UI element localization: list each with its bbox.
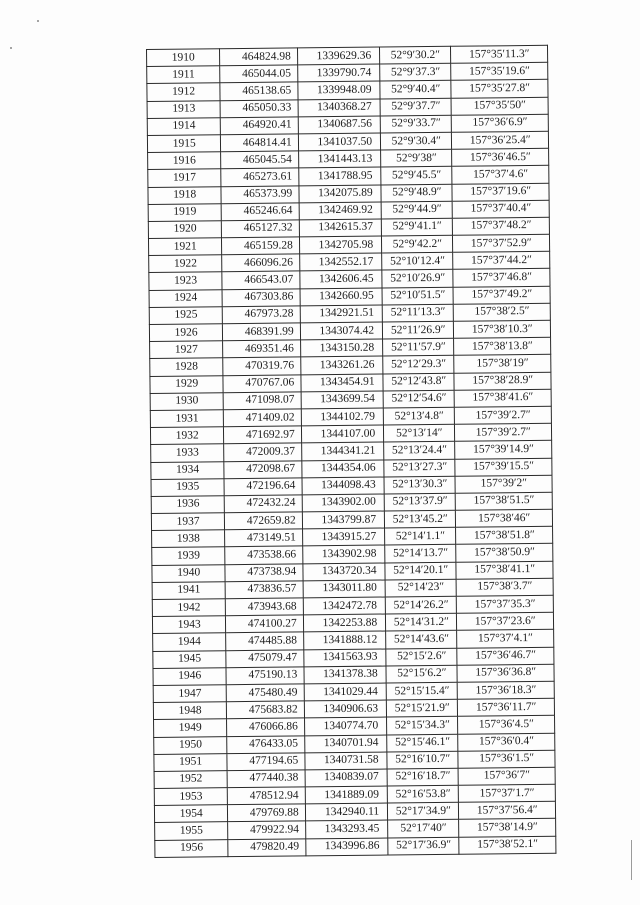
- point-number-cell: 1930: [150, 392, 224, 410]
- x-coordinate-cell: 473738.94: [225, 564, 303, 582]
- latitude-cell: 52°14′43.6″: [386, 631, 458, 649]
- point-number-cell: 1933: [151, 444, 225, 462]
- longitude-cell: 157°36′4.5″: [458, 716, 555, 734]
- coordinates-table-container: [146, 45, 556, 858]
- x-coordinate-cell: 465044.05: [220, 65, 298, 83]
- x-coordinate-cell: 465273.61: [221, 168, 299, 186]
- point-number-cell: 1913: [147, 100, 221, 118]
- longitude-cell: 157°35′11.3″: [451, 45, 548, 63]
- y-coordinate-cell: 1342940.11: [305, 803, 388, 821]
- x-coordinate-cell: 473149.51: [225, 529, 303, 547]
- longitude-cell: 157°39′15.5″: [455, 458, 552, 476]
- longitude-cell: 157°37′52.9″: [453, 234, 550, 252]
- y-coordinate-cell: 1341889.09: [305, 786, 388, 804]
- y-coordinate-cell: 1343011.80: [303, 580, 386, 598]
- longitude-cell: 157°37′19.6″: [452, 183, 549, 201]
- x-coordinate-cell: 475079.47: [226, 649, 304, 667]
- x-coordinate-cell: 471409.02: [224, 409, 302, 427]
- longitude-cell: 157°35′27.8″: [451, 80, 548, 98]
- coordinates-table: [146, 45, 556, 858]
- point-number-cell: 1946: [153, 667, 227, 685]
- y-coordinate-cell: 1343261.26: [300, 356, 383, 374]
- point-number-cell: 1918: [148, 186, 222, 204]
- longitude-cell: 157°37′46.8″: [453, 269, 550, 287]
- longitude-cell: 157°38′2.5″: [454, 303, 551, 321]
- longitude-cell: 157°36′25.4″: [452, 131, 549, 149]
- point-number-cell: 1915: [147, 135, 221, 153]
- latitude-cell: 52°12′54.6″: [383, 390, 455, 408]
- y-coordinate-cell: 1344354.06: [302, 460, 385, 478]
- y-coordinate-cell: 1341888.12: [303, 631, 386, 649]
- latitude-cell: 52°9′37.3″: [380, 63, 452, 81]
- longitude-cell: 157°37′4.1″: [457, 630, 554, 648]
- y-coordinate-cell: 1339790.74: [297, 64, 380, 82]
- point-number-cell: 1924: [149, 289, 223, 307]
- latitude-cell: 52°17′34.9″: [388, 803, 460, 821]
- y-coordinate-cell: 1341029.44: [304, 683, 387, 701]
- point-number-cell: 1928: [150, 358, 224, 376]
- x-coordinate-cell: 464814.41: [221, 134, 299, 152]
- latitude-cell: 52°9′30.2″: [380, 46, 452, 64]
- x-coordinate-cell: 465159.28: [222, 237, 300, 255]
- coordinates-table-body: [147, 45, 556, 857]
- point-number-cell: 1919: [148, 203, 222, 221]
- x-coordinate-cell: 467303.86: [222, 289, 300, 307]
- longitude-cell: 157°39′2.7″: [455, 406, 552, 424]
- y-coordinate-cell: 1340774.70: [304, 717, 387, 735]
- scan-edge-mark: [631, 840, 632, 880]
- point-number-cell: 1954: [154, 805, 228, 823]
- latitude-cell: 52°15′46.1″: [387, 734, 459, 752]
- point-number-cell: 1944: [153, 633, 227, 651]
- latitude-cell: 52°9′40.4″: [380, 81, 452, 99]
- x-coordinate-cell: 466096.26: [222, 254, 300, 272]
- latitude-cell: 52°9′48.9″: [381, 184, 453, 202]
- longitude-cell: 157°35′19.6″: [451, 62, 548, 80]
- x-coordinate-cell: 470319.76: [223, 357, 301, 375]
- y-coordinate-cell: 1342606.45: [300, 270, 383, 288]
- point-number-cell: 1914: [147, 117, 221, 135]
- latitude-cell: 52°9′41.1″: [381, 218, 453, 236]
- latitude-cell: 52°9′30.4″: [381, 132, 453, 150]
- latitude-cell: 52°9′37.7″: [380, 98, 452, 116]
- x-coordinate-cell: 469351.46: [223, 340, 301, 358]
- x-coordinate-cell: 466543.07: [222, 271, 300, 289]
- x-coordinate-cell: 465138.65: [220, 82, 298, 100]
- point-number-cell: 1932: [150, 427, 224, 445]
- latitude-cell: 52°12′43.8″: [383, 373, 455, 391]
- latitude-cell: 52°14′31.2″: [386, 613, 458, 631]
- x-coordinate-cell: 470767.06: [223, 374, 301, 392]
- y-coordinate-cell: 1343074.42: [300, 322, 383, 340]
- latitude-cell: 52°15′21.9″: [386, 699, 458, 717]
- longitude-cell: 157°37′40.4″: [453, 200, 550, 218]
- longitude-cell: 157°38′10.3″: [454, 320, 551, 338]
- longitude-cell: 157°38′3.7″: [457, 578, 554, 596]
- longitude-cell: 157°36′6.9″: [452, 114, 549, 132]
- y-coordinate-cell: 1342472.78: [303, 597, 386, 615]
- x-coordinate-cell: 475480.49: [227, 684, 305, 702]
- point-number-cell: 1939: [152, 547, 226, 565]
- longitude-cell: 157°38′52.1″: [459, 836, 556, 854]
- x-coordinate-cell: 472659.82: [225, 512, 303, 530]
- x-coordinate-cell: 479820.49: [228, 838, 306, 856]
- longitude-cell: 157°38′41.1″: [456, 561, 553, 579]
- y-coordinate-cell: 1341788.95: [298, 167, 381, 185]
- point-number-cell: 1937: [151, 513, 225, 531]
- y-coordinate-cell: 1342660.95: [300, 288, 383, 306]
- point-number-cell: 1942: [152, 599, 226, 617]
- latitude-cell: 52°9′42.2″: [382, 235, 454, 253]
- point-number-cell: 1921: [148, 238, 222, 256]
- x-coordinate-cell: 474485.88: [226, 632, 304, 650]
- longitude-cell: 157°36′18.3″: [458, 681, 555, 699]
- x-coordinate-cell: 479769.88: [228, 804, 306, 822]
- x-coordinate-cell: 468391.99: [223, 323, 301, 341]
- longitude-cell: 157°36′1.5″: [458, 750, 555, 768]
- y-coordinate-cell: 1342921.51: [300, 305, 383, 323]
- point-number-cell: 1951: [154, 753, 228, 771]
- latitude-cell: 52°14′26.2″: [385, 596, 457, 614]
- y-coordinate-cell: 1340906.63: [304, 700, 387, 718]
- longitude-cell: 157°37′35.3″: [457, 595, 554, 613]
- latitude-cell: 52°13′4.8″: [383, 407, 455, 425]
- point-number-cell: 1940: [152, 564, 226, 582]
- point-number-cell: 1936: [151, 496, 225, 514]
- x-coordinate-cell: 467973.28: [223, 306, 301, 324]
- longitude-cell: 157°38′19″: [454, 355, 551, 373]
- x-coordinate-cell: 471098.07: [223, 392, 301, 410]
- longitude-cell: 157°36′0.4″: [458, 733, 555, 751]
- point-number-cell: 1943: [152, 616, 226, 634]
- x-coordinate-cell: 475190.13: [226, 667, 304, 685]
- y-coordinate-cell: 1343902.00: [302, 494, 385, 512]
- longitude-cell: 157°38′41.6″: [455, 389, 552, 407]
- y-coordinate-cell: 1340368.27: [298, 99, 381, 117]
- point-number-cell: 1947: [153, 685, 227, 703]
- longitude-cell: 157°37′56.4″: [459, 802, 556, 820]
- y-coordinate-cell: 1344341.21: [301, 442, 384, 460]
- x-coordinate-cell: 465127.32: [222, 220, 300, 238]
- scan-speck: [37, 20, 39, 22]
- longitude-cell: 157°39′2″: [455, 475, 552, 493]
- x-coordinate-cell: 479922.94: [228, 821, 306, 839]
- longitude-cell: 157°38′13.8″: [454, 337, 551, 355]
- y-coordinate-cell: 1341563.93: [304, 649, 387, 667]
- latitude-cell: 52°13′45.2″: [384, 510, 456, 528]
- point-number-cell: 1916: [148, 152, 222, 170]
- longitude-cell: 157°37′48.2″: [453, 217, 550, 235]
- latitude-cell: 52°13′30.3″: [384, 476, 456, 494]
- latitude-cell: 52°10′26.9″: [382, 270, 454, 288]
- latitude-cell: 52°16′18.7″: [387, 768, 459, 786]
- point-number-cell: 1956: [155, 839, 229, 857]
- longitude-cell: 157°39′2.7″: [455, 423, 552, 441]
- y-coordinate-cell: 1340839.07: [305, 769, 388, 787]
- latitude-cell: 52°9′33.7″: [380, 115, 452, 133]
- latitude-cell: 52°14′1.1″: [385, 528, 457, 546]
- scan-speck: [10, 47, 12, 49]
- longitude-cell: 157°36′36.8″: [457, 664, 554, 682]
- latitude-cell: 52°9′44.9″: [381, 201, 453, 219]
- longitude-cell: 157°38′51.5″: [456, 492, 553, 510]
- x-coordinate-cell: 464824.98: [220, 48, 298, 66]
- longitude-cell: 157°36′46.7″: [457, 647, 554, 665]
- y-coordinate-cell: 1342253.88: [303, 614, 386, 632]
- point-number-cell: 1926: [149, 324, 223, 342]
- latitude-cell: 52°17′40″: [388, 820, 460, 838]
- y-coordinate-cell: 1343454.91: [301, 374, 384, 392]
- y-coordinate-cell: 1341037.50: [298, 133, 381, 151]
- latitude-cell: 52°16′53.8″: [387, 785, 459, 803]
- longitude-cell: 157°38′51.8″: [456, 527, 553, 545]
- point-number-cell: 1938: [152, 530, 226, 548]
- longitude-cell: 157°37′49.2″: [453, 286, 550, 304]
- x-coordinate-cell: 472196.64: [224, 478, 302, 496]
- y-coordinate-cell: 1343996.86: [306, 838, 389, 856]
- x-coordinate-cell: 465050.33: [220, 99, 298, 117]
- latitude-cell: 52°13′24.4″: [384, 442, 456, 460]
- longitude-cell: 157°38′14.9″: [459, 819, 556, 837]
- latitude-cell: 52°13′27.3″: [384, 459, 456, 477]
- x-coordinate-cell: 476433.05: [227, 735, 305, 753]
- longitude-cell: 157°35′50″: [452, 97, 549, 115]
- x-coordinate-cell: 477194.65: [227, 753, 305, 771]
- y-coordinate-cell: 1343915.27: [302, 528, 385, 546]
- longitude-cell: 157°36′7″: [459, 767, 556, 785]
- x-coordinate-cell: 473836.57: [225, 581, 303, 599]
- latitude-cell: 52°15′15.4″: [386, 682, 458, 700]
- latitude-cell: 52°11′26.9″: [383, 321, 455, 339]
- x-coordinate-cell: 473943.68: [226, 598, 304, 616]
- latitude-cell: 52°12′29.3″: [383, 356, 455, 374]
- y-coordinate-cell: 1344098.43: [302, 477, 385, 495]
- y-coordinate-cell: 1343699.54: [301, 391, 384, 409]
- y-coordinate-cell: 1340701.94: [304, 735, 387, 753]
- point-number-cell: 1923: [149, 272, 223, 290]
- y-coordinate-cell: 1342615.37: [299, 219, 382, 237]
- point-number-cell: 1912: [147, 83, 221, 101]
- x-coordinate-cell: 475683.82: [227, 701, 305, 719]
- x-coordinate-cell: 472098.67: [224, 460, 302, 478]
- latitude-cell: 52°10′12.4″: [382, 253, 454, 271]
- y-coordinate-cell: 1343799.87: [302, 511, 385, 529]
- y-coordinate-cell: 1340687.56: [298, 116, 381, 134]
- point-number-cell: 1922: [149, 255, 223, 273]
- longitude-cell: 157°36′46.5″: [452, 148, 549, 166]
- longitude-cell: 157°39′14.9″: [455, 441, 552, 459]
- latitude-cell: 52°15′34.3″: [387, 717, 459, 735]
- point-number-cell: 1934: [151, 461, 225, 479]
- latitude-cell: 52°13′14″: [384, 424, 456, 442]
- y-coordinate-cell: 1344102.79: [301, 408, 384, 426]
- y-coordinate-cell: 1339948.09: [298, 81, 381, 99]
- point-number-cell: 1945: [153, 650, 227, 668]
- longitude-cell: 157°37′23.6″: [457, 612, 554, 630]
- latitude-cell: 52°14′23″: [385, 579, 457, 597]
- x-coordinate-cell: 476066.86: [227, 718, 305, 736]
- point-number-cell: 1910: [147, 49, 221, 67]
- y-coordinate-cell: 1342705.98: [299, 236, 382, 254]
- y-coordinate-cell: 1341378.38: [304, 666, 387, 684]
- latitude-cell: 52°15′6.2″: [386, 665, 458, 683]
- point-number-cell: 1948: [153, 702, 227, 720]
- longitude-cell: 157°36′11.7″: [458, 698, 555, 716]
- y-coordinate-cell: 1342469.92: [299, 202, 382, 220]
- point-number-cell: 1931: [150, 410, 224, 428]
- point-number-cell: 1953: [154, 788, 228, 806]
- x-coordinate-cell: 473538.66: [225, 546, 303, 564]
- point-number-cell: 1935: [151, 478, 225, 496]
- y-coordinate-cell: 1343293.45: [305, 820, 388, 838]
- latitude-cell: 52°11′57.9″: [383, 338, 455, 356]
- y-coordinate-cell: 1342075.89: [299, 185, 382, 203]
- latitude-cell: 52°9′45.5″: [381, 167, 453, 185]
- point-number-cell: 1955: [155, 822, 229, 840]
- x-coordinate-cell: 471692.97: [224, 426, 302, 444]
- point-number-cell: 1917: [148, 169, 222, 187]
- point-number-cell: 1941: [152, 582, 226, 600]
- point-number-cell: 1950: [154, 736, 228, 754]
- point-number-cell: 1911: [147, 66, 221, 84]
- latitude-cell: 52°11′13.3″: [382, 304, 454, 322]
- longitude-cell: 157°38′50.9″: [456, 544, 553, 562]
- latitude-cell: 52°10′51.5″: [382, 287, 454, 305]
- latitude-cell: 52°15′2.6″: [386, 648, 458, 666]
- latitude-cell: 52°13′37.9″: [384, 493, 456, 511]
- table-row: [155, 836, 556, 857]
- x-coordinate-cell: 472009.37: [224, 443, 302, 461]
- point-number-cell: 1925: [149, 307, 223, 325]
- y-coordinate-cell: 1344107.00: [301, 425, 384, 443]
- x-coordinate-cell: 465045.54: [221, 151, 299, 169]
- longitude-cell: 157°38′46″: [456, 509, 553, 527]
- longitude-cell: 157°37′1.7″: [459, 784, 556, 802]
- y-coordinate-cell: 1343902.98: [302, 545, 385, 563]
- x-coordinate-cell: 465246.64: [221, 203, 299, 221]
- x-coordinate-cell: 465373.99: [221, 185, 299, 203]
- latitude-cell: 52°9′38″: [381, 149, 453, 167]
- y-coordinate-cell: 1343720.34: [303, 563, 386, 581]
- y-coordinate-cell: 1343150.28: [300, 339, 383, 357]
- latitude-cell: 52°17′36.9″: [388, 837, 460, 855]
- point-number-cell: 1927: [150, 341, 224, 359]
- longitude-cell: 157°37′4.6″: [452, 166, 549, 184]
- point-number-cell: 1952: [154, 771, 228, 789]
- y-coordinate-cell: 1341443.13: [298, 150, 381, 168]
- longitude-cell: 157°38′28.9″: [454, 372, 551, 390]
- latitude-cell: 52°14′13.7″: [385, 545, 457, 563]
- x-coordinate-cell: 478512.94: [228, 787, 306, 805]
- y-coordinate-cell: 1340731.58: [305, 752, 388, 770]
- x-coordinate-cell: 464920.41: [221, 117, 299, 135]
- latitude-cell: 52°16′10.7″: [387, 751, 459, 769]
- point-number-cell: 1949: [154, 719, 228, 737]
- x-coordinate-cell: 477440.38: [227, 770, 305, 788]
- x-coordinate-cell: 472432.24: [225, 495, 303, 513]
- point-number-cell: 1920: [148, 221, 222, 239]
- y-coordinate-cell: 1339629.36: [297, 47, 380, 65]
- x-coordinate-cell: 474100.27: [226, 615, 304, 633]
- longitude-cell: 157°37′44.2″: [453, 252, 550, 270]
- y-coordinate-cell: 1342552.17: [299, 253, 382, 271]
- latitude-cell: 52°14′20.1″: [385, 562, 457, 580]
- point-number-cell: 1929: [150, 375, 224, 393]
